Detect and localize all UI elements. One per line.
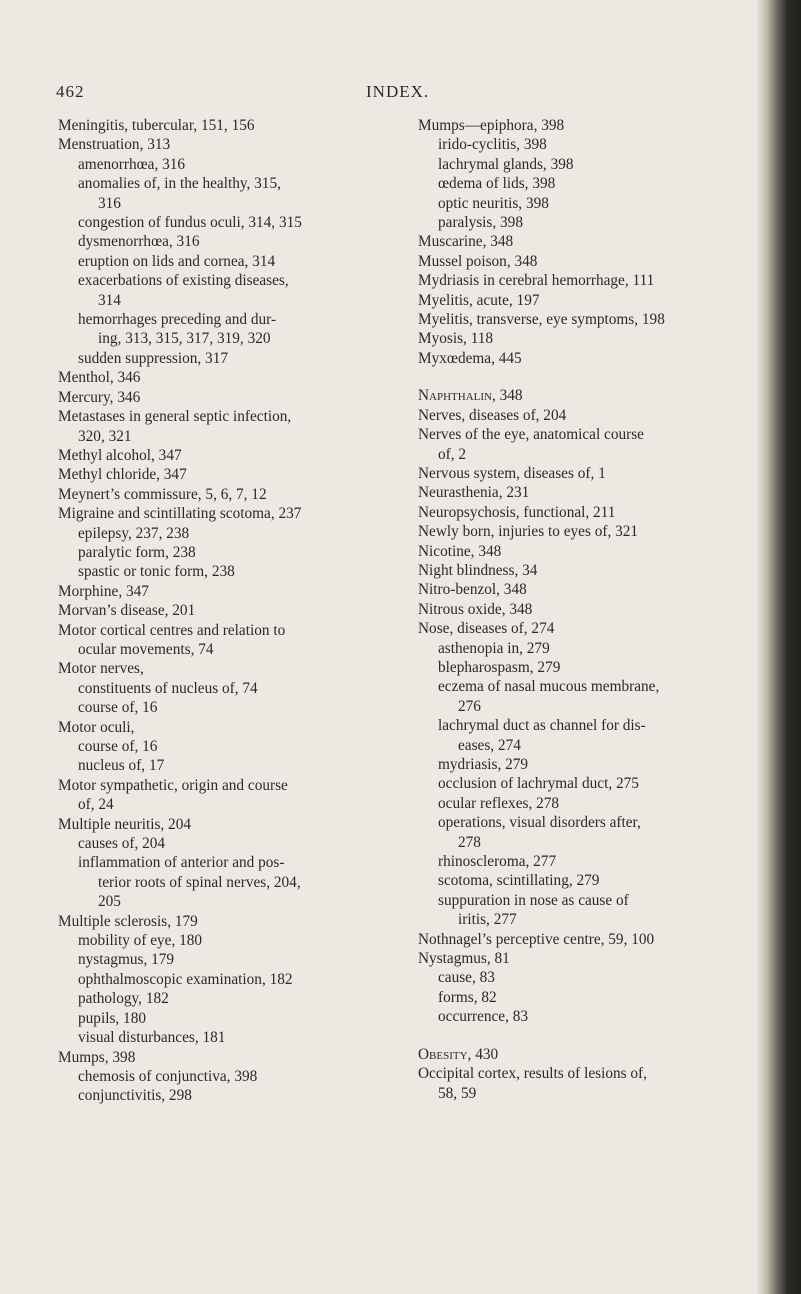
index-subentry: irido-cyclitis, 398 bbox=[438, 136, 547, 154]
index-subentry: 276 bbox=[458, 697, 481, 715]
index-entry: Mercury, 346 bbox=[58, 388, 141, 406]
index-subentry: course of, 16 bbox=[78, 738, 158, 755]
index-subentry: terior roots of spinal nerves, 204, bbox=[98, 873, 301, 891]
index-entry: Naphthalin, 348 bbox=[418, 387, 523, 405]
index-subentry: 316 bbox=[98, 194, 121, 212]
index-subentry: 278 bbox=[458, 833, 481, 851]
index-entry: Neuropsychosis, functional, 211 bbox=[418, 503, 616, 521]
index-entry: Newly born, injuries to eyes of, 321 bbox=[418, 523, 639, 541]
page-header bbox=[56, 82, 746, 112]
index-subentry: mydriasis, 279 bbox=[438, 756, 529, 773]
page-edge-shadow bbox=[757, 0, 801, 1294]
index-entry: Metastases in general septic infection, bbox=[58, 408, 292, 426]
index-entry: Myxœdema, 445 bbox=[418, 349, 522, 367]
index-entry: Nicotine, 348 bbox=[418, 542, 502, 560]
index-entry: Nerves of the eye, anatomical course bbox=[418, 426, 644, 444]
running-head: INDEX. bbox=[366, 82, 430, 101]
index-subentry: course of, 16 bbox=[78, 699, 158, 717]
index-entry: Motor nerves, bbox=[58, 660, 144, 678]
index-entry: Migraine and scintillating scotoma, 237 bbox=[58, 505, 302, 523]
index-entry: Obesity, 430 bbox=[418, 1045, 499, 1063]
index-subentry: pathology, 182 bbox=[78, 990, 169, 1008]
index-subentry: œdema of lids, 398 bbox=[438, 175, 556, 193]
index-entry: Motor oculi, bbox=[58, 718, 135, 736]
index-entry: Menstruation, 313 bbox=[58, 136, 171, 154]
index-subentry: paralysis, 398 bbox=[438, 214, 523, 232]
index-subentry: eczema of nasal mucous membrane, bbox=[438, 678, 660, 696]
index-entry: Motor sympathetic, origin and course bbox=[58, 776, 288, 794]
index-entry: Mumps—epiphora, 398 bbox=[418, 117, 565, 134]
index-subentry: eases, 274 bbox=[458, 736, 521, 754]
index-entry: Nystagmus, 81 bbox=[418, 950, 510, 968]
index-entry: Multiple neuritis, 204 bbox=[58, 815, 191, 833]
index-subentry: paralytic form, 238 bbox=[78, 543, 196, 561]
index-subentry: visual disturbances, 181 bbox=[78, 1029, 226, 1047]
index-entry: Meynert’s commissure, 5, 6, 7, 12 bbox=[58, 485, 267, 503]
index-subentry: lachrymal duct as channel for dis- bbox=[438, 717, 646, 735]
index-entry: of, 2 bbox=[438, 445, 467, 463]
index-subentry: hemorrhages preceding and dur- bbox=[78, 311, 277, 329]
index-subentry: congestion of fundus oculi, 314, 315 bbox=[78, 214, 302, 232]
index-subentry: inflammation of anterior and pos- bbox=[78, 854, 285, 872]
index-entry: Nitrous oxide, 348 bbox=[418, 600, 533, 618]
index-subentry: spastic or tonic form, 238 bbox=[78, 563, 235, 581]
index-subentry: ophthalmoscopic examination, 182 bbox=[78, 970, 293, 988]
index-subentry: sudden suppression, 317 bbox=[78, 349, 228, 367]
index-subentry: scotoma, scintillating, 279 bbox=[438, 872, 600, 890]
index-letter-gap bbox=[418, 1027, 744, 1045]
index-subentry: cause, 83 bbox=[438, 969, 495, 987]
index-entry: Mydriasis in cerebral hemorrhage, 111 bbox=[418, 272, 655, 290]
index-subentry: nucleus of, 17 bbox=[78, 757, 165, 775]
index-entry: Meningitis, tubercular, 151, 156 bbox=[58, 117, 255, 134]
index-subentry: occurrence, 83 bbox=[438, 1008, 529, 1026]
index-letter-gap bbox=[418, 368, 744, 386]
index-entry: Menthol, 346 bbox=[58, 369, 141, 387]
index-subentry: iritis, 277 bbox=[458, 911, 517, 929]
index-entry: Mussel poison, 348 bbox=[418, 252, 538, 270]
index-subentry: ocular reflexes, 278 bbox=[438, 794, 560, 812]
index-subentry: amenorrhœa, 316 bbox=[78, 155, 186, 173]
index-entry: Nothnagel’s perceptive centre, 59, 100 bbox=[418, 930, 655, 948]
index-entry: Myelitis, transverse, eye symptoms, 198 bbox=[418, 311, 665, 329]
index-entry: Multiple sclerosis, 179 bbox=[58, 912, 198, 930]
index-entry: Myelitis, acute, 197 bbox=[418, 291, 540, 309]
index-subentry: nystagmus, 179 bbox=[78, 951, 175, 969]
index-entry: Muscarine, 348 bbox=[418, 233, 514, 251]
index-entry: Nose, diseases of, 274 bbox=[418, 620, 555, 638]
index-subentry: causes of, 204 bbox=[78, 835, 166, 853]
index-subentry: 314 bbox=[98, 291, 121, 309]
index-entry: Myosis, 118 bbox=[418, 330, 494, 348]
index-subentry: mobility of eye, 180 bbox=[78, 932, 203, 950]
index-entry: Nitro-benzol, 348 bbox=[418, 581, 527, 599]
index-subentry: rhinoscleroma, 277 bbox=[438, 853, 557, 871]
index-entry: 58, 59 bbox=[438, 1084, 477, 1102]
index-subentry: suppuration in nose as cause of bbox=[438, 891, 629, 909]
index-subentry: exacerbations of existing diseases, bbox=[78, 272, 289, 290]
index-subentry: forms, 82 bbox=[438, 988, 497, 1006]
index-entry: Nerves, diseases of, 204 bbox=[418, 406, 567, 424]
index-entry: Nervous system, diseases of, 1 bbox=[418, 464, 606, 482]
index-entry: Neurasthenia, 231 bbox=[418, 484, 530, 502]
index-subentry: ing, 313, 315, 317, 319, 320 bbox=[98, 330, 271, 348]
index-subentry: epilepsy, 237, 238 bbox=[78, 524, 190, 542]
index-entry: Morvan’s disease, 201 bbox=[58, 602, 196, 620]
index-entry: Motor cortical centres and relation to bbox=[58, 621, 286, 639]
index-subentry: blepharospasm, 279 bbox=[438, 658, 561, 676]
index-subentry: asthenopia in, 279 bbox=[438, 639, 550, 657]
index-subentry: chemosis of conjunctiva, 398 bbox=[78, 1067, 258, 1085]
index-subentry: dysmenorrhœa, 316 bbox=[78, 233, 200, 251]
index-entry: Morphine, 347 bbox=[58, 582, 149, 600]
index-column-left bbox=[58, 116, 404, 1106]
index-subentry: occlusion of lachrymal duct, 275 bbox=[438, 775, 639, 793]
index-subentry: eruption on lids and cornea, 314 bbox=[78, 252, 276, 270]
index-subentry: operations, visual disorders after, bbox=[438, 814, 641, 832]
index-entry: Methyl chloride, 347 bbox=[58, 466, 187, 484]
index-subentry: pupils, 180 bbox=[78, 1009, 146, 1027]
index-subentry: optic neuritis, 398 bbox=[438, 194, 549, 212]
index-subentry: conjunctivitis, 298 bbox=[78, 1087, 192, 1105]
page-number: 462 bbox=[56, 82, 85, 101]
index-entry: ocular movements, 74 bbox=[78, 640, 214, 658]
index-entry: Methyl alcohol, 347 bbox=[58, 446, 182, 464]
index-subentry: lachrymal glands, 398 bbox=[438, 155, 574, 173]
index-subentry: anomalies of, in the healthy, 315, bbox=[78, 175, 281, 193]
index-entry: 320, 321 bbox=[78, 427, 132, 445]
index-subentry: constituents of nucleus of, 74 bbox=[78, 679, 258, 697]
index-entry: Mumps, 398 bbox=[58, 1048, 136, 1066]
index-entry: Occipital cortex, results of lesions of, bbox=[418, 1065, 647, 1083]
index-entry: of, 24 bbox=[78, 796, 114, 814]
index-subentry: 205 bbox=[98, 893, 121, 911]
index-column-right bbox=[418, 116, 744, 1103]
index-entry: Night blindness, 34 bbox=[418, 561, 538, 579]
